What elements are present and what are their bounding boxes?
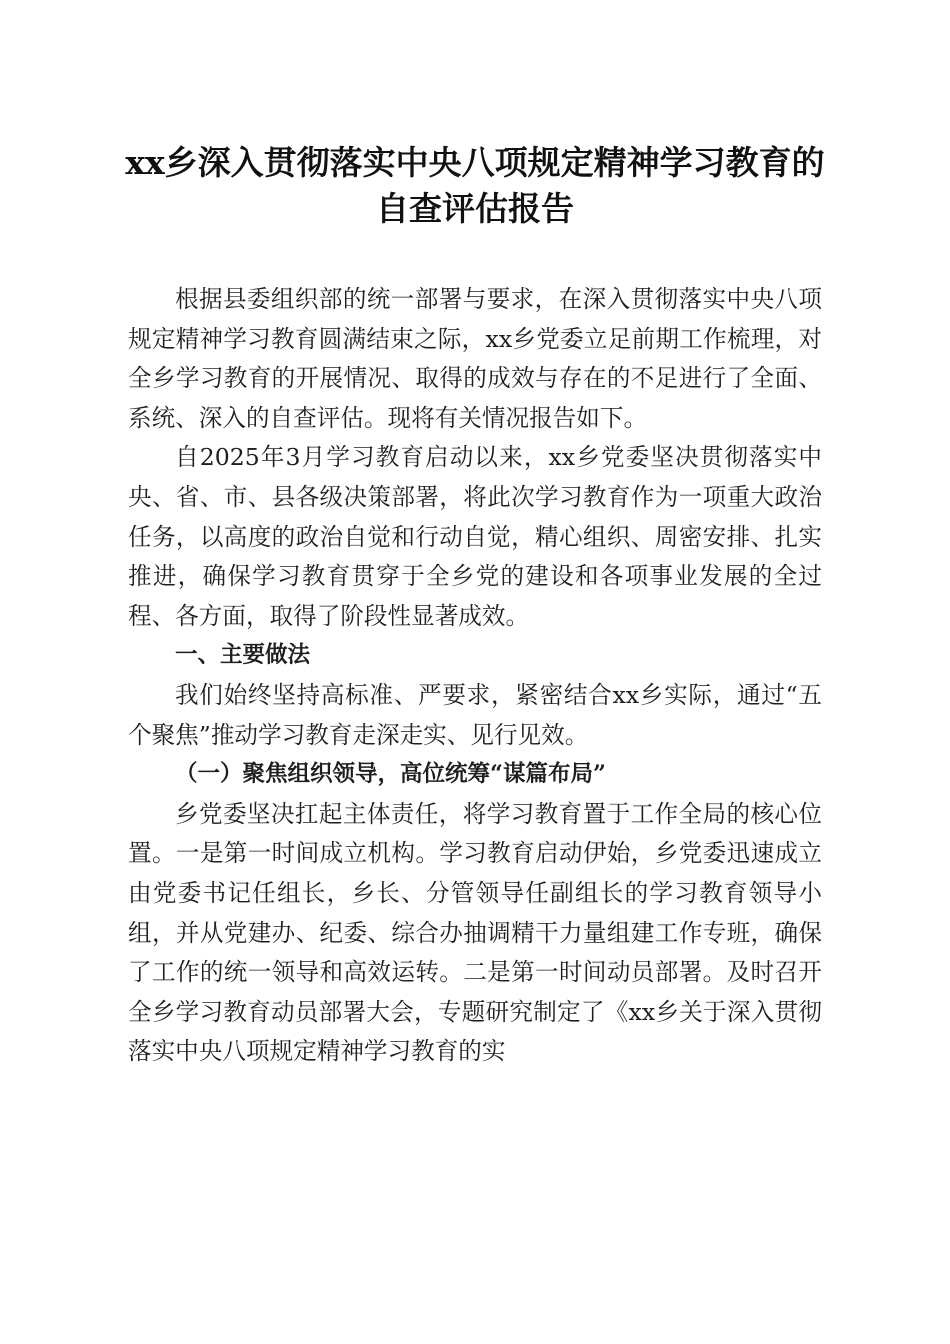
document-title: xx乡深入贯彻落实中央八项规定精神学习教育的自查评估报告	[125, 143, 825, 228]
paragraph-overview: 自2025年3月学习教育启动以来，xx乡党委坚决贯彻落实中央、省、市、县各级决策部署，将此次学习教育作为一项重大政治任务，以高度的政治自觉和行动自觉，精心组织、周密安排、扎实推进，确保学习教育贯穿于全乡党的建设和各项事业发展的全过程、各方面，取得了阶段性显著成效。	[128, 443, 822, 630]
paragraph-five-focus: 我们始终坚持高标准、严要求，紧密结合xx乡实际，通过“五个聚焦”推动学习教育走深走实、见行见效。	[128, 680, 822, 749]
paragraph-organization: 乡党委坚决扛起主体责任，将学习教育置于工作全局的核心位置。一是第一时间成立机构。学习教育启动伊始，乡党委迅速成立由党委书记任组长，乡长、分管领导任副组长的学习教育领导小组，并从党建办、纪委、综合办抽调精干力量组建工作专班，确保了工作的统一领导和高效运转。二是第一时间动员部署。及时召开全乡学习教育动员部署大会，专题研究制定了《xx乡关于深入贯彻落实中央八项规定精神学习教育的实	[128, 799, 822, 1066]
document-body	[128, 280, 822, 1072]
paragraph-intro: 根据县委组织部的统一部署与要求，在深入贯彻落实中央八项规定精神学习教育圆满结束之际，xx乡党委立足前期工作梳理，对全乡学习教育的开展情况、取得的成效与存在的不足进行了全面、系统、深入的自查评估。现将有关情况报告如下。	[128, 285, 822, 432]
subsection-heading-organization: （一）聚焦组织领导，高位统筹“谋篇布局”	[175, 761, 606, 788]
section-heading-main-practices: 一、主要做法	[175, 642, 311, 669]
